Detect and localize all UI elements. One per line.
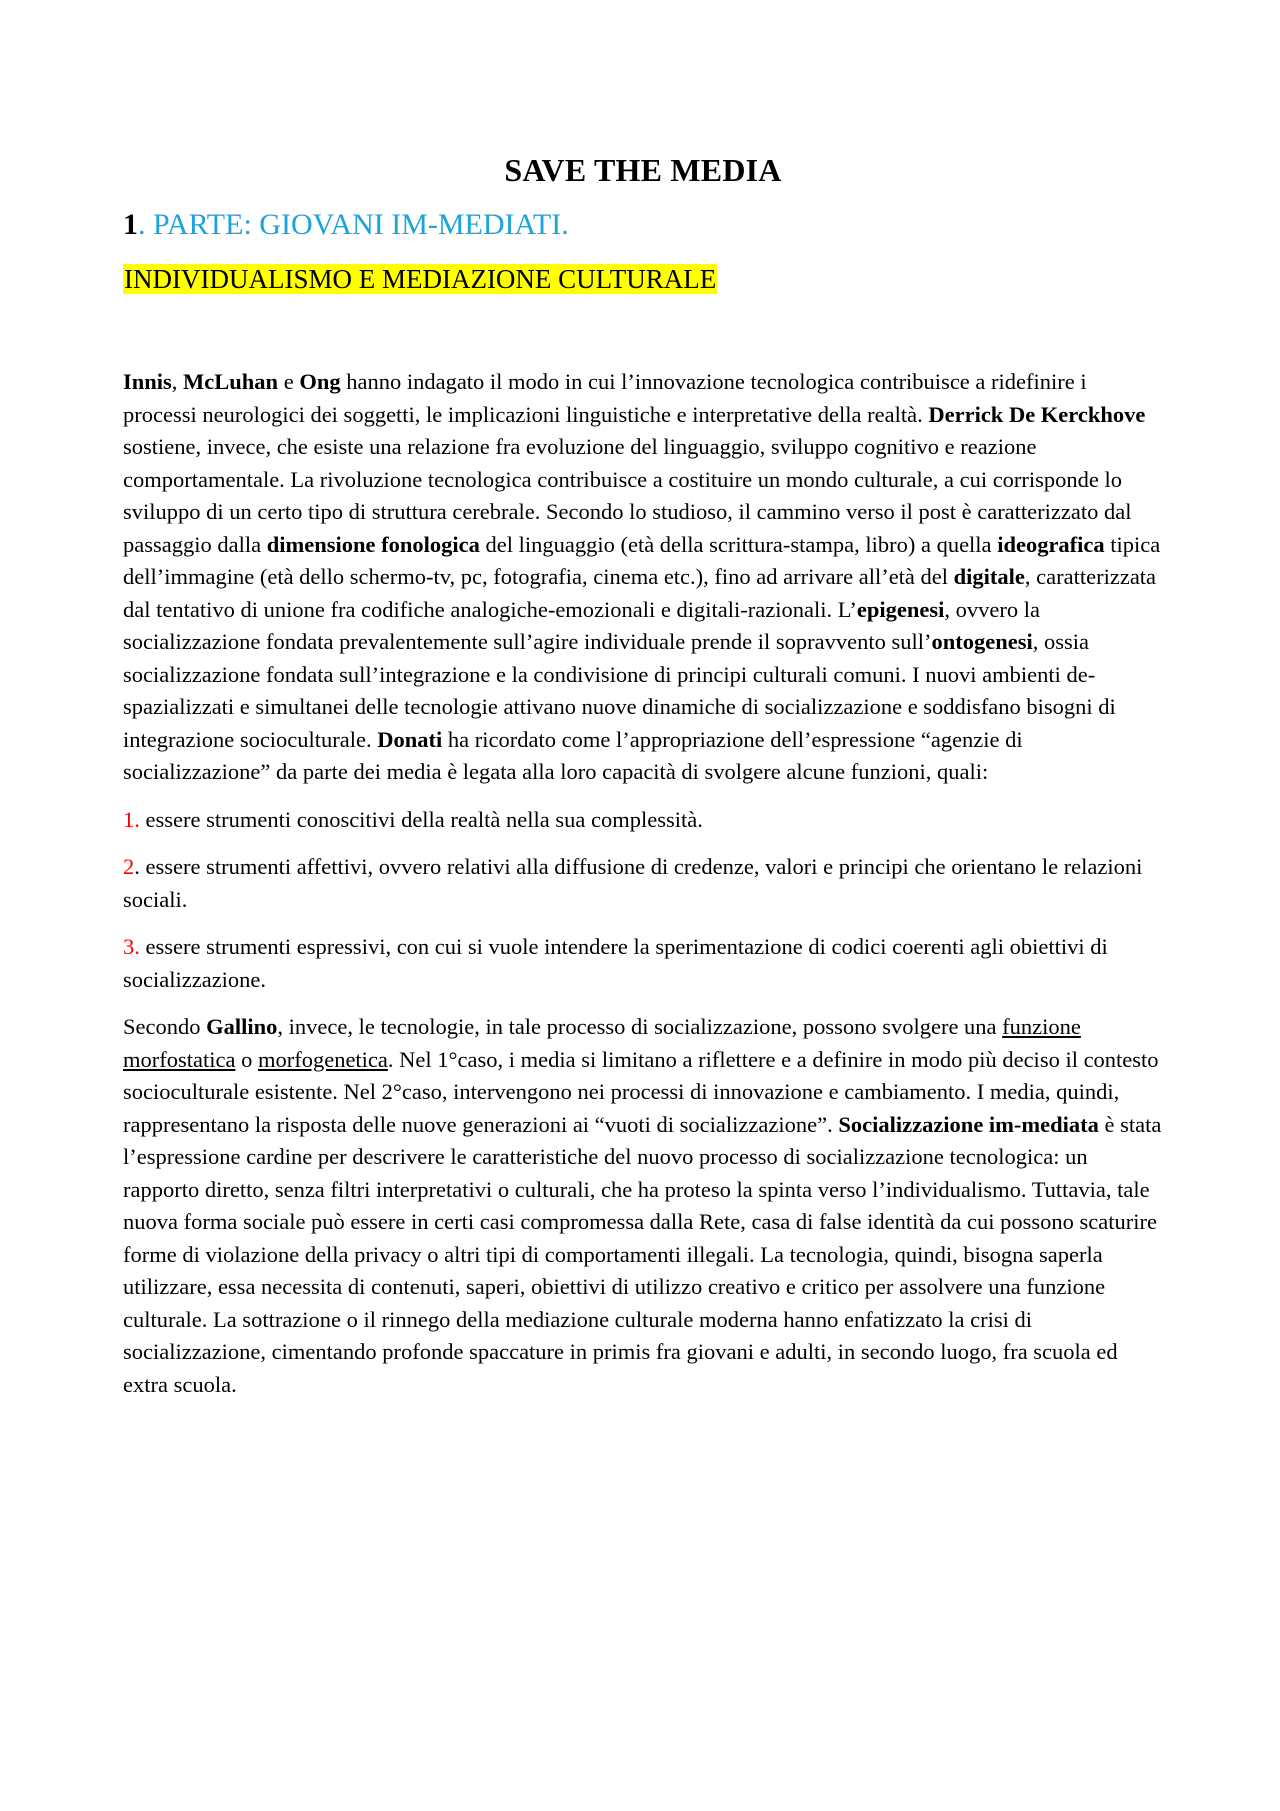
bold-term: McLuhan [183, 369, 279, 394]
text-run: tipica dell’immagine (età dello schermo-tv, pc, fotografia, cinema etc.), fino ad arrivare all’età del [123, 531, 1161, 589]
list-item [123, 931, 1163, 996]
text-run: ha ricordato come l’appropriazione dell’espressione “agenzie di socializzazione” da parte dei media è legata alla loro capacità di svolgere alcune funzioni, quali: [123, 726, 1023, 784]
paragraph-gallino [123, 1011, 1163, 1401]
text-run: Secondo [123, 1014, 207, 1039]
text-run: e [278, 369, 300, 394]
bold-term: Gallino [206, 1014, 278, 1039]
text-run: , ovvero la socializzazione fondata prevalentemente sull’agire individuale prende il sopravvento sull’ [123, 596, 1040, 654]
text-run: sostiene, invece, che esiste una relazione fra evoluzione del linguaggio, sviluppo cognitivo e reazione comportamentale. La rivoluzione tecnologica contribuisce a costituire un mondo culturale, a cui corrisponde lo sviluppo di un certo tipo di struttura cerebrale. Secondo lo studioso, il cammino verso il post è caratterizzato dal passaggio dalla [123, 434, 1132, 557]
text-run: o [235, 1046, 258, 1072]
text-run: hanno indagato il modo in cui l’innovazione tecnologica contribuisce a ridefinire i processi neurologici dei soggetti, le implicazioni linguistiche e interpretative della realtà. [123, 369, 1087, 427]
highlighted-subheading: INDIVIDUALISMO E MEDIAZIONE CULTURALE [124, 264, 717, 294]
text-run: , [171, 369, 184, 394]
list-text: essere strumenti espressivi, con cui si vuole intendere la sperimentazione di codici coerenti agli obiettivi di socializzazione. [123, 934, 1108, 992]
text-run: è stata l’espressione cardine per descrivere le caratteristiche del nuovo processo di socializzazione tecnologica: un rapporto diretto, senza filtri interpretativi o culturali, che ha proteso la spinta verso l’individualismo. Tuttavia, tale nuova forma sociale può essere in certi casi compromessa dalla Rete, casa di false identità da cui possono scaturire forme di violazione della privacy o altri tipi di comportamenti illegali. La tecnologia, quindi, bisogna saperla utilizzare, essa necessita di contenuti, saperi, obiettivi di utilizzo creativo e critico per assolvere una funzione culturale. La sottrazione o il rinnego della mediazione culturale moderna hanno enfatizzato la crisi di socializzazione, cimentando profonde spaccature in primis fra giovani e adulti, in secondo luogo, fra scuola ed extra scuola. [123, 1111, 1162, 1397]
list-number: 1. [123, 806, 140, 832]
text-run: . Nel 1°caso, i media si limitano a riflettere e a definire in modo più deciso il contesto socioculturale esistente. Nel 2°caso, intervengono nei processi di innovazione e cambiamento. I media, quindi, rappresentano la risposta delle nuove generazioni ai “vuoti di socializzazione”. [123, 1046, 1159, 1137]
section-number: 1 [123, 208, 138, 241]
bold-term: dimensione fonologica [266, 531, 480, 557]
subheading [123, 262, 1163, 296]
bold-term: ideografica [997, 531, 1105, 557]
bold-term: epigenesi [856, 596, 945, 622]
list-item [123, 851, 1163, 916]
document-page [123, 150, 1163, 1416]
text-run: del linguaggio (età della scrittura-stampa, libro) a quella [479, 531, 998, 557]
text-run: , caratterizzata dal tentativo di unione fra codifiche analogiche-emozionali e digitali-razionali. L’ [123, 564, 1157, 622]
bold-term: Ong [299, 369, 341, 394]
bold-term: Innis [123, 369, 172, 394]
list-number: 2 [123, 854, 135, 879]
list-item [123, 804, 1163, 837]
document-title: SAVE THE MEDIA [504, 152, 782, 188]
section-title: . PARTE: GIOVANI IM-MEDIATI. [138, 208, 569, 241]
list-number: 3. [123, 934, 140, 959]
list-text: . essere strumenti affettivi, ovvero relativi alla diffusione di credenze, valori e principi che orientano le relazioni sociali. [123, 854, 1143, 912]
bold-term: Derrick De Kerckhove [928, 401, 1146, 427]
bold-term: Socializzazione im-mediata [838, 1111, 1099, 1137]
text-run: , invece, le tecnologie, in tale processo di socializzazione, possono svolgere una [277, 1014, 1003, 1039]
list-text: essere strumenti conoscitivi della realtà nella sua complessità. [139, 806, 703, 832]
section-heading [123, 206, 1163, 244]
bold-term: ontogenesi [931, 629, 1033, 654]
text-run: , ossia socializzazione fondata sull’integrazione e la condivisione di principi culturali comuni. I nuovi ambienti de-spazializzati e simultanei delle tecnologie attivano nuove dinamiche di socializzazione e soddisfano bisogni di integrazione socioculturale. [123, 629, 1116, 752]
underlined-term: morfogenetica [257, 1046, 388, 1072]
paragraph-intro [123, 366, 1163, 789]
bold-term: Donati [377, 726, 443, 752]
underlined-term: funzione morfostatica [123, 1014, 1081, 1072]
bold-term: digitale [953, 564, 1025, 589]
